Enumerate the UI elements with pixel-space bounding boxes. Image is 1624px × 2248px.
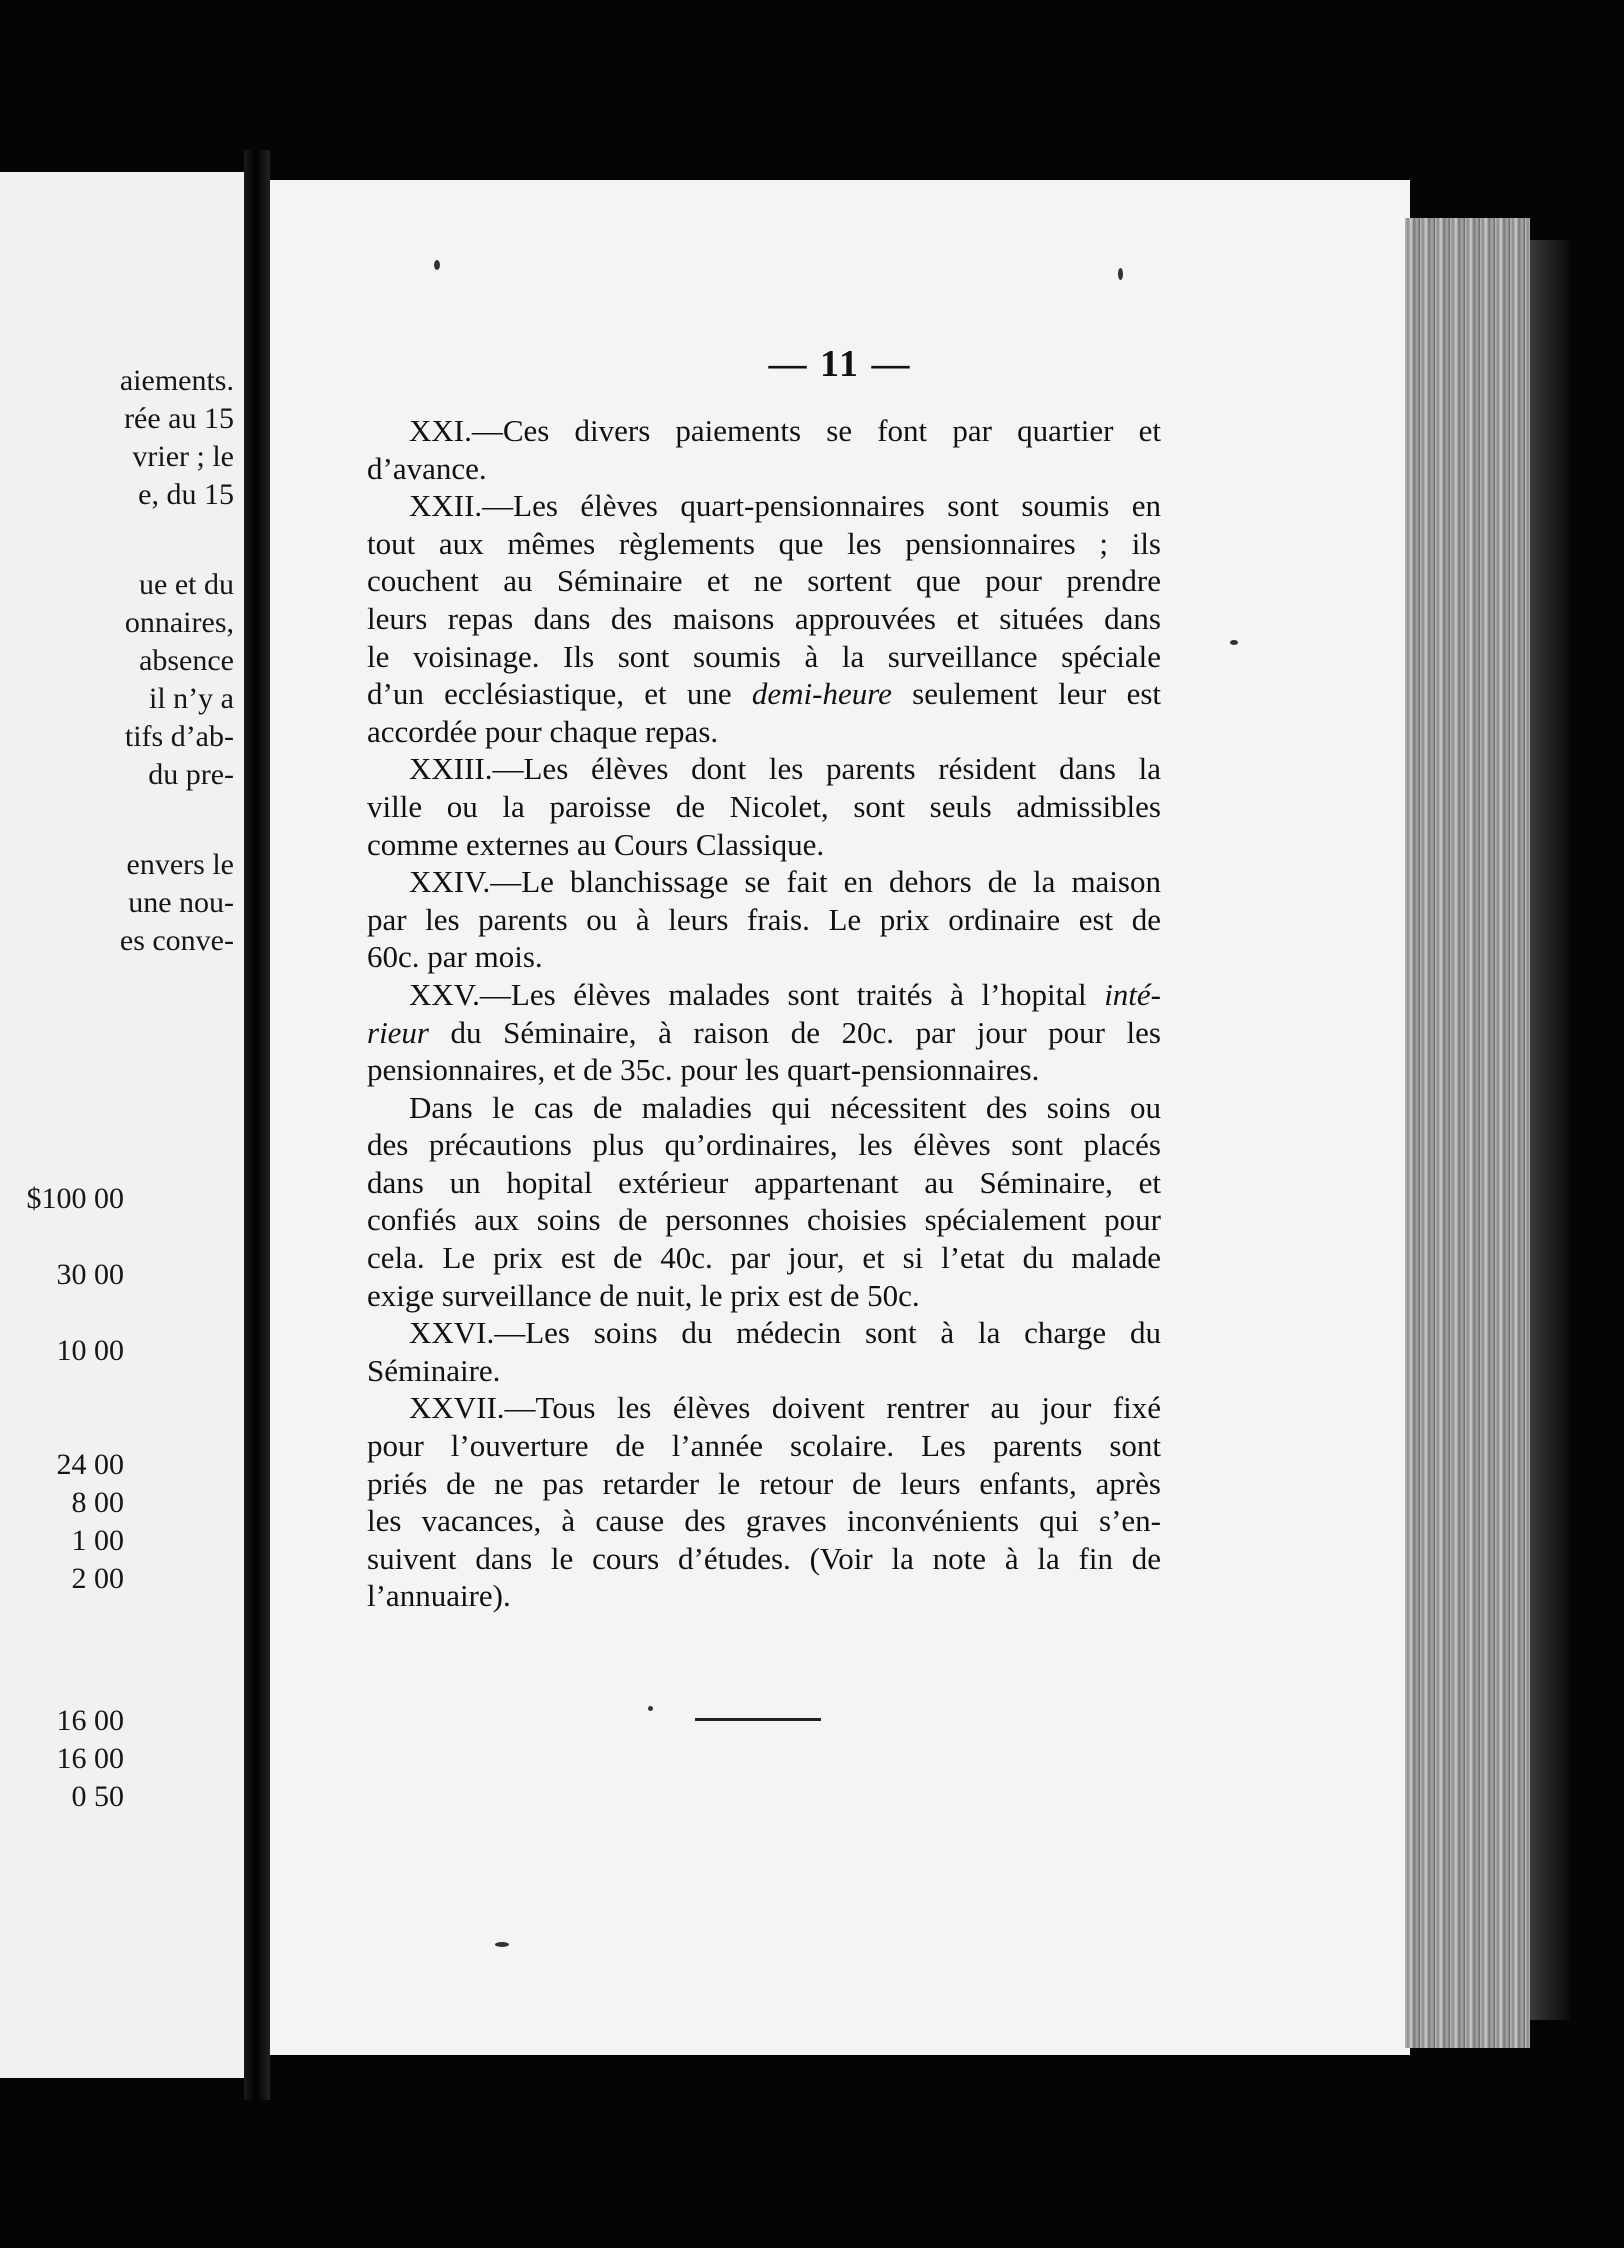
text-line: d’un ecclésiastique, et une demi-heure seulement leur est (367, 676, 1162, 712)
left-page-fragment: e, du 15 (138, 478, 234, 511)
text-line: XXVI.—Les soins du médecin sont à la charge du (409, 1315, 1161, 1351)
text-line: suivent dans le cours d’études. (Voir la note à la fin de (367, 1540, 1161, 1576)
text-line: leurs repas dans des maisons approuvées et situées dans (367, 600, 1161, 636)
left-page-fragment: vrier ; le (132, 440, 234, 473)
text-line: 60c. par mois. (367, 939, 543, 975)
dust-speck (648, 1706, 653, 1711)
text-line: ville ou la paroisse de Nicolet, sont seuls admissibles (367, 788, 1161, 824)
fee-amount: 16 00 (56, 1704, 124, 1737)
left-page-fragment: absence (139, 644, 234, 677)
text-line: priés de ne pas retarder le retour de leurs enfants, après (367, 1465, 1161, 1501)
text-line: rieur du Séminaire, à raison de 20c. par jour pour les (367, 1014, 1161, 1050)
text-line: accordée pour chaque repas. (367, 713, 719, 749)
text-line: XXI.—Ces divers paiements se font par quartier et (409, 413, 1161, 448)
text-line: d’avance. (367, 450, 487, 486)
left-page-fragment: onnaires, (124, 606, 234, 639)
fee-amount: 8 00 (71, 1486, 124, 1519)
fee-amount: 30 00 (56, 1258, 124, 1291)
body-text (367, 412, 1161, 1615)
dust-speck (1230, 640, 1238, 645)
left-page-fragment: es conve- (119, 924, 234, 957)
text-line: dans un hopital extérieur appartenant au Séminaire, et (367, 1164, 1161, 1200)
left-page-fragment: il n’y a (149, 682, 234, 715)
text-line: des précautions plus qu’ordinaires, les élèves sont placés (367, 1127, 1161, 1163)
left-page-fragment: tifs d’ab- (124, 720, 234, 753)
fee-amount: 1 00 (71, 1524, 124, 1557)
text-line: XXIII.—Les élèves dont les parents résident dans la (409, 751, 1161, 787)
text-line: par les parents ou à leurs frais. Le prix ordinaire est de (367, 901, 1161, 937)
dust-speck (434, 260, 440, 270)
left-page (0, 172, 244, 2078)
text-line: pensionnaires, et de 35c. pour les quart-pensionnaires. (367, 1052, 1040, 1088)
dust-speck (1118, 268, 1123, 280)
left-page-fragment: aiements. (119, 364, 234, 397)
fee-amount: 0 50 (71, 1780, 124, 1813)
text-line: comme externes au Cours Classique. (367, 826, 825, 862)
text-line: exige surveillance de nuit, le prix est de 50c. (367, 1277, 920, 1313)
text-line: XXV.—Les élèves malades sont traités à l’hopital inté- (409, 976, 1161, 1012)
fee-amount: 10 00 (56, 1334, 124, 1367)
left-page-fragment: rée au 15 (124, 402, 234, 435)
text-line: l’annuaire). (367, 1578, 511, 1614)
text-line: pour l’ouverture de l’année scolaire. Les parents sont (367, 1428, 1161, 1464)
fee-amount: 24 00 (56, 1448, 124, 1481)
dust-speck (495, 1942, 509, 1947)
text-line: XXIV.—Le blanchissage se fait en dehors de la maison (409, 864, 1161, 900)
text-line: confiés aux soins de personnes choisies spécialement pour (367, 1202, 1161, 1238)
end-rule (695, 1718, 821, 1721)
left-page-fragment: une nou- (128, 886, 234, 919)
text-line: XXVII.—Tous les élèves doivent rentrer au jour fixé (409, 1390, 1161, 1426)
left-page-fragment: envers le (126, 848, 234, 881)
right-page (270, 180, 1410, 2055)
text-line: tout aux mêmes règlements que les pensionnaires ; ils (367, 525, 1161, 561)
left-page-fragment: du pre- (148, 758, 234, 791)
fee-amount: 16 00 (56, 1742, 124, 1775)
text-line: couchent au Séminaire et ne sortent que pour prendre (367, 563, 1161, 599)
text-line: le voisinage. Ils sont soumis à la surveillance spéciale (367, 638, 1161, 674)
fee-amount: 2 00 (71, 1562, 124, 1595)
fee-amount: $100 00 (26, 1182, 124, 1215)
text-line: les vacances, à cause des graves inconvénients qui s’en- (367, 1503, 1161, 1539)
text-line: Dans le cas de maladies qui nécessitent des soins ou (409, 1089, 1161, 1125)
page-number: — 11 — (768, 343, 912, 385)
text-line: Séminaire. (367, 1352, 501, 1388)
page-edges-shadow (1530, 240, 1570, 2020)
left-page-fragment: ue et du (139, 568, 234, 601)
book-spine (244, 150, 270, 2100)
page-edges (1405, 218, 1530, 2048)
text-line: XXII.—Les élèves quart-pensionnaires sont soumis en (409, 488, 1161, 524)
text-line: cela. Le prix est de 40c. par jour, et si l’etat du malade (367, 1240, 1161, 1276)
